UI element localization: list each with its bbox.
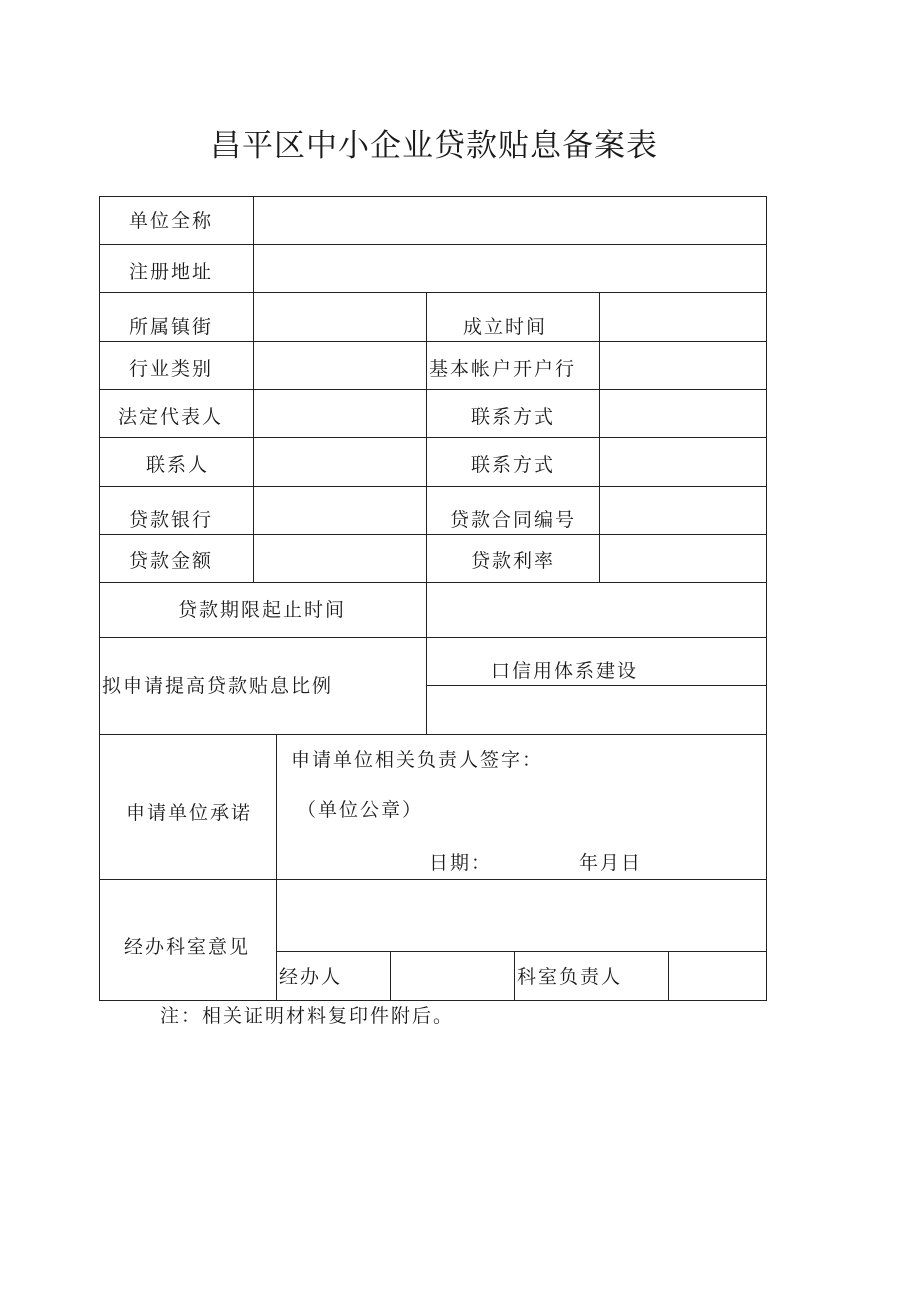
date-suffix: 年月日 <box>579 852 643 874</box>
footnote: 注：相关证明材料复印件附后。 <box>160 1005 455 1027</box>
date-label: 日期： <box>429 852 493 874</box>
label-subdistrict: 所属镇街 <box>129 316 214 338</box>
label-loan-rate: 贷款利率 <box>471 550 556 572</box>
label-loan-bank: 贷款银行 <box>129 509 214 531</box>
label-loan-term: 贷款期限起止时间 <box>178 599 347 621</box>
label-registered-address: 注册地址 <box>129 261 214 283</box>
label-contact-method-2: 联系方式 <box>471 454 556 476</box>
label-commitment: 申请单位承诺 <box>126 802 253 824</box>
label-company-name: 单位全称 <box>129 210 214 232</box>
label-proposed-ratio: 拟申请提高贷款贴息比例 <box>102 675 334 697</box>
label-handler: 经办人 <box>279 966 343 988</box>
label-loan-contract-no: 贷款合同编号 <box>450 509 577 531</box>
label-established-date: 成立时间 <box>463 316 548 338</box>
option-credit-system[interactable]: 口信用体系建设 <box>491 660 639 682</box>
signature-line: 申请单位相关负责人签字： <box>291 749 544 771</box>
label-loan-amount: 贷款金额 <box>129 550 214 572</box>
form-title: 昌平区中小企业贷款贴息备案表 <box>210 128 658 164</box>
label-section-head: 科室负责人 <box>517 966 623 988</box>
company-seal-label: （单位公章） <box>297 799 424 821</box>
label-legal-rep: 法定代表人 <box>118 406 224 428</box>
label-contact-method-1: 联系方式 <box>471 406 556 428</box>
label-office-opinion: 经办科室意见 <box>124 936 251 958</box>
label-industry: 行业类别 <box>129 358 214 380</box>
label-basic-account-bank: 基本帐户开户行 <box>429 358 577 380</box>
label-contact-person: 联系人 <box>146 454 210 476</box>
